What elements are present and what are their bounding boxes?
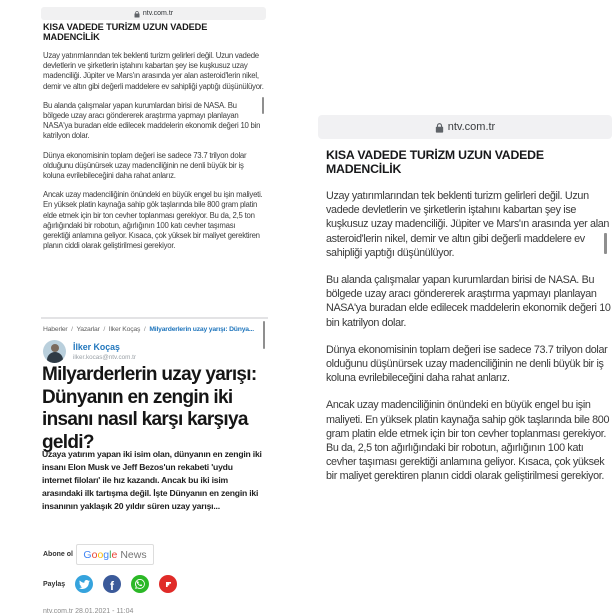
article-body <box>326 148 612 484</box>
address-url: ntv.com.tr <box>447 121 496 133</box>
author-block <box>43 340 136 364</box>
article-paragraph: Ancak uzay madenciliğinin önündeki en büyük engel bu işin maliyeti. En yüksek platin kaynağa sahip gök taşlarında bile 800 gram platin elde etmek için bir ton cevher toplanması gerekiyor. Bu da, 2,5 ton ağırlığındaki bir robotun, ağırlığının 100 katı cevher taşıması gerektiği anlamına geliyor. Kısaca, çok yüksek bir maliyet gerektiren planın ciddi olarak geliştirilmesi gerekiyor. <box>326 399 610 483</box>
breadcrumb-current: Milyarderlerin uzay yarışı: Dünya... <box>149 326 254 333</box>
address-bar[interactable] <box>318 115 612 139</box>
article-paragraph: Uzay yatırımlarından tek beklenti turizm gelirleri değil. Uzun vadede devletlerin ve şirketlerin iştahını kabartan şey ise kuşkusuz uzay madenciliği. Jüpiter ve Mars'ın arasında yer alan asteroid'lerin nikel, demir ve altın gibi değerli maddelere ev sahipliği yaptığı düşünülüyor. <box>326 190 610 259</box>
article-meta: ntv.com.tr 28.01.2021 - 11:04 <box>43 608 134 615</box>
article-paragraph: Bu alanda çalışmalar yapan kurumlardan birisi de NASA. Bu bölgede uzay aracı göndererek araştırma yapmayı planlayan NASA'ya buradan elde edilecek maddelerin ekonomik değeri 10 bin katrilyon dolar. <box>326 274 611 329</box>
share-label: Paylaş <box>43 580 66 588</box>
google-logo: Google <box>83 548 118 561</box>
whatsapp-icon <box>134 578 146 590</box>
flipboard-icon <box>163 579 174 590</box>
article-paragraph: Uzay yatırımlarından tek beklenti turizm gelirleri değil. Uzun vadede devletlerin ve şirketlerin iştahını kabartan şey ise kuşkusuz uzay madenciliği. Jüpiter ve Mars'ın arasında yer alan asteroid'lerin nikel, demir ve altın gibi değerli maddelere ev sahipliği yaptığı düşünülüyor. <box>43 51 264 91</box>
section-divider <box>41 317 268 319</box>
share-row <box>43 575 177 593</box>
author-avatar <box>43 340 66 363</box>
article-paragraph: Dünya ekonomisinin toplam değeri ise sadece 73.7 trilyon dolar olduğunu düşünürsek uzay madenciliğinin ne denli büyük bir iş koluna evrilebileceğini daha rahat anlarız. <box>43 150 247 181</box>
lock-icon <box>435 122 444 133</box>
article-paragraph: Bu alanda çalışmalar yapan kurumlardan birisi de NASA. Bu bölgede uzay aracı göndererek araştırma yapmayı planlayan NASA'ya buradan elde edilecek maddelerin ekonomik değeri 10 bin katrilyon dolar. <box>43 100 261 141</box>
breadcrumb-item-yazarlar[interactable]: Yazarlar <box>76 326 100 333</box>
breadcrumb <box>43 326 264 333</box>
subscribe-row <box>43 544 154 565</box>
article-headline: Milyarderlerin uzay yarışı: Dünyanın en zengin iki insanı nasıl karşı karşıya geldi? <box>42 364 257 453</box>
address-url: ntv.com.tr <box>142 10 174 17</box>
flipboard-share-button[interactable] <box>159 575 177 593</box>
google-news-label: News <box>120 548 147 561</box>
left-screenshot-panel <box>41 0 266 616</box>
author-email: ilker.kocas@ntv.com.tr <box>73 354 136 361</box>
breadcrumb-separator: / <box>143 326 146 333</box>
article-paragraph: Ancak uzay madenciliğinin önündeki en büyük engel bu işin maliyeti. En yüksek platin kaynağa sahip gök taşlarında bile 800 gram platin elde etmek için bir ton cevher toplanması gerekiyor. Bu da, 2,5 ton ağırlığındaki bir robotun, ağırlığının 100 katı cevher taşıması gerektiği anlamına geliyor. Kısaca, çok yüksek bir maliyet gerektiren planın ciddi olarak geliştirilmesi gerekiyor. <box>43 190 263 251</box>
article-lead: Uzaya yatırım yapan iki isim olan, dünyanın en zengin iki insanı Elon Musk ve Jeff Bezos'un rekabeti 'uydu internet filoları' ile hız kazandı. Ancak bu iki isim arasındaki ilk tartışma değil. İşte Dünyanın en zengin iki insanının yaklaşık 20 yıldır süren uzay yarışı... <box>42 449 262 511</box>
scrollbar-thumb[interactable] <box>262 97 264 114</box>
facebook-icon: f <box>110 578 114 593</box>
breadcrumb-separator: / <box>71 326 73 333</box>
article-paragraph: Dünya ekonomisinin toplam değeri ise sadece 73.7 trilyon dolar olduğunu düşünürsek uzay madenciliğinin ne denli büyük bir iş koluna evrilebileceğini daha rahat anlarız. <box>326 343 608 385</box>
section-heading: KISA VADEDE TURİZM UZUN VADEDE MADENCİLİK <box>326 148 544 176</box>
address-bar[interactable] <box>41 7 266 20</box>
facebook-share-button[interactable] <box>103 575 121 593</box>
breadcrumb-item-author[interactable]: İlker Koçaş <box>108 326 141 333</box>
share-icons <box>75 575 177 593</box>
twitter-share-button[interactable] <box>75 575 93 593</box>
lock-icon <box>134 10 140 18</box>
breadcrumb-item-haberler[interactable]: Haberler <box>43 326 68 333</box>
article-body <box>43 22 264 251</box>
author-text <box>73 340 136 361</box>
twitter-icon <box>79 579 90 590</box>
right-screenshot-panel <box>318 115 612 484</box>
scrollbar-thumb[interactable] <box>263 321 265 349</box>
breadcrumb-separator: / <box>103 326 106 333</box>
subscribe-label: Abone ol <box>43 551 73 558</box>
whatsapp-share-button[interactable] <box>131 575 149 593</box>
google-news-button[interactable] <box>76 544 154 565</box>
section-heading: KISA VADEDE TURİZM UZUN VADEDE MADENCİLİK <box>43 22 208 42</box>
author-name[interactable]: İlker Koçaş <box>73 342 120 352</box>
scrollbar-thumb[interactable] <box>604 233 607 254</box>
